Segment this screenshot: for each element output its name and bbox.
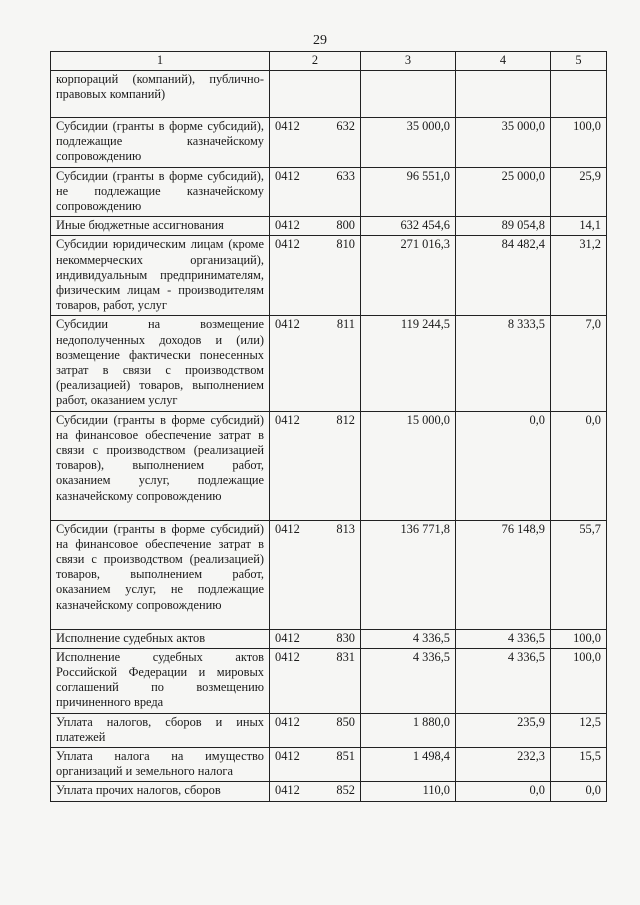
row-plan: 15 000,0: [361, 411, 456, 520]
row-plan: 119 244,5: [361, 316, 456, 411]
row-name: корпораций (компаний), публично-правовых компаний): [51, 71, 270, 118]
row-vr: 851: [336, 749, 355, 764]
row-fact: 35 000,0: [456, 118, 551, 168]
row-vr: 850: [336, 714, 355, 729]
row-percent: 100,0: [551, 118, 607, 168]
row-plan: 1 880,0: [361, 713, 456, 747]
row-code: [270, 782, 361, 801]
row-code: [270, 167, 361, 217]
row-rzpr: 0412: [275, 168, 300, 183]
row-fact: 4 336,5: [456, 629, 551, 648]
row-vr: 813: [336, 521, 355, 536]
row-code: [270, 236, 361, 316]
header-col-5: 5: [551, 52, 607, 71]
row-fact: 232,3: [456, 748, 551, 782]
row-plan: 1 498,4: [361, 748, 456, 782]
row-vr: 633: [336, 168, 355, 183]
row-vr: 812: [336, 412, 355, 427]
row-plan: 110,0: [361, 782, 456, 801]
row-rzpr: 0412: [275, 749, 300, 764]
row-code: [270, 71, 361, 118]
row-code: [270, 648, 361, 713]
row-rzpr: 0412: [275, 218, 300, 233]
table-row: [51, 713, 607, 747]
row-name: Уплата налогов, сборов и иных платежей: [51, 713, 270, 747]
header-col-1: 1: [51, 52, 270, 71]
row-name: Субсидии юридическим лицам (кроме некоммерческих организаций), индивидуальным предпринимателям, физическим лицам - производителям товаров, работ, услуг: [51, 236, 270, 316]
row-code: [270, 217, 361, 236]
row-percent: 0,0: [551, 411, 607, 520]
table-row: [51, 782, 607, 801]
header-col-4: 4: [456, 52, 551, 71]
row-name: Иные бюджетные ассигнования: [51, 217, 270, 236]
row-fact: 4 336,5: [456, 648, 551, 713]
row-vr: 632: [336, 119, 355, 133]
header-row: [51, 52, 607, 71]
row-code: [270, 411, 361, 520]
row-rzpr: 0412: [275, 119, 300, 133]
row-plan: 35 000,0: [361, 118, 456, 168]
row-percent: 100,0: [551, 629, 607, 648]
row-name: Уплата налога на имущество организаций и земельного налога: [51, 748, 270, 782]
row-plan: 136 771,8: [361, 520, 456, 629]
row-vr: 852: [336, 783, 355, 798]
row-percent: 14,1: [551, 217, 607, 236]
row-plan: 4 336,5: [361, 629, 456, 648]
row-percent: [551, 71, 607, 118]
row-percent: 100,0: [551, 648, 607, 713]
row-fact: 25 000,0: [456, 167, 551, 217]
table-row: [51, 411, 607, 520]
row-vr: 811: [336, 317, 355, 332]
row-name: Субсидии на возмещение недополученных доходов и (или) возмещение фактически понесенных затрат в связи с производством (реализацией) товаров, выполнением работ, оказанием услуг: [51, 316, 270, 411]
row-vr: 830: [336, 630, 355, 645]
row-name: Уплата прочих налогов, сборов: [51, 782, 270, 801]
row-percent: 12,5: [551, 713, 607, 747]
table-row: [51, 217, 607, 236]
row-rzpr: 0412: [275, 412, 300, 427]
row-plan: 271 016,3: [361, 236, 456, 316]
row-rzpr: 0412: [275, 649, 300, 664]
row-code: [270, 118, 361, 168]
row-name: Исполнение судебных актов Российской Федерации и мировых соглашений по возмещению причиненного вреда: [51, 648, 270, 713]
row-plan: 96 551,0: [361, 167, 456, 217]
row-fact: 0,0: [456, 782, 551, 801]
row-plan: [361, 71, 456, 118]
row-rzpr: 0412: [275, 317, 300, 332]
row-percent: 7,0: [551, 316, 607, 411]
row-vr: 831: [336, 649, 355, 664]
row-name: Субсидии (гранты в форме субсидий), подлежащие казначейскому сопровождению: [51, 118, 270, 168]
header-col-2: 2: [270, 52, 361, 71]
row-plan: 4 336,5: [361, 648, 456, 713]
table-row: [51, 648, 607, 713]
row-percent: 0,0: [551, 782, 607, 801]
table-row: [51, 748, 607, 782]
table-row: [51, 236, 607, 316]
row-fact: 76 148,9: [456, 520, 551, 629]
row-fact: 235,9: [456, 713, 551, 747]
row-code: [270, 316, 361, 411]
row-fact: 0,0: [456, 411, 551, 520]
row-fact: 8 333,5: [456, 316, 551, 411]
row-rzpr: 0412: [275, 714, 300, 729]
table-row: [51, 167, 607, 217]
row-code: [270, 748, 361, 782]
row-fact: [456, 71, 551, 118]
table-row: [51, 629, 607, 648]
row-percent: 31,2: [551, 236, 607, 316]
row-percent: 25,9: [551, 167, 607, 217]
budget-table: [50, 51, 607, 802]
row-code: [270, 520, 361, 629]
row-name: Субсидии (гранты в форме субсидий), не подлежащие казначейскому сопровождению: [51, 167, 270, 217]
row-fact: 84 482,4: [456, 236, 551, 316]
row-code: [270, 713, 361, 747]
page-number: 29: [313, 33, 327, 48]
table-row: [51, 520, 607, 629]
row-fact: 89 054,8: [456, 217, 551, 236]
row-percent: 55,7: [551, 520, 607, 629]
row-rzpr: 0412: [275, 521, 300, 536]
header-col-3: 3: [361, 52, 456, 71]
row-vr: 800: [336, 218, 355, 233]
row-percent: 15,5: [551, 748, 607, 782]
row-plan: 632 454,6: [361, 217, 456, 236]
table-row: [51, 316, 607, 411]
row-rzpr: 0412: [275, 630, 300, 645]
table-row: [51, 118, 607, 168]
row-rzpr: 0412: [275, 237, 300, 252]
row-vr: 810: [336, 237, 355, 252]
row-name: Субсидии (гранты в форме субсидий) на финансовое обеспечение затрат в связи с производством (реализацией товаров), выполнением работ, оказанием услуг, подлежащие казначейскому сопровождению: [51, 411, 270, 520]
row-code: [270, 629, 361, 648]
table-row: [51, 71, 607, 118]
row-name: Субсидии (гранты в форме субсидий) на финансовое обеспечение затрат в связи с производством (реализацией) товаров, выполнением работ, оказанием услуг, не подлежащие казначейскому сопровождению: [51, 520, 270, 629]
row-name: Исполнение судебных актов: [51, 629, 270, 648]
row-rzpr: 0412: [275, 783, 300, 798]
